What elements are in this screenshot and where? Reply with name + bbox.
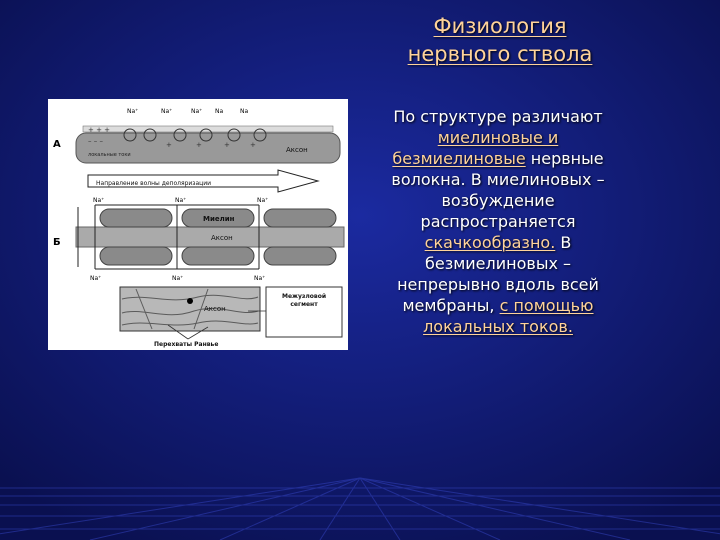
axon-label-a: Аксон bbox=[286, 146, 308, 154]
internode-label-line2: сегмент bbox=[290, 301, 318, 308]
body-text-2: нервные волокна. В миелиновых – возбуждение распространяется bbox=[391, 149, 605, 231]
title-line-2: нервного ствола bbox=[407, 42, 593, 66]
svg-text:+: + bbox=[250, 141, 256, 149]
local-currents-label: локальные токи bbox=[88, 152, 131, 158]
svg-text:+: + bbox=[166, 141, 172, 149]
local-currents-link[interactable]: с помощью локальных токов. bbox=[423, 296, 594, 336]
title-line-1: Физиология bbox=[433, 14, 567, 38]
svg-text:+: + bbox=[196, 141, 202, 149]
na-label: Na⁺ bbox=[93, 197, 105, 204]
arrow-label: Направление волны деполяризации bbox=[96, 180, 212, 187]
na-label: Na bbox=[215, 108, 224, 115]
body-text-1: По структуре различают bbox=[393, 107, 603, 126]
na-label: Na⁺ bbox=[90, 275, 102, 282]
axon-label-b: Аксон bbox=[211, 234, 233, 242]
na-label: Na⁺ bbox=[254, 275, 266, 282]
svg-text:+ + +: + + + bbox=[88, 126, 111, 134]
na-label: Na⁺ bbox=[172, 275, 184, 282]
nucleus-dot bbox=[187, 298, 193, 304]
axon-b bbox=[76, 227, 344, 247]
na-label: Na⁺ bbox=[191, 108, 203, 115]
na-label: Na⁺ bbox=[161, 108, 173, 115]
svg-text:+: + bbox=[224, 141, 230, 149]
panel-b-letter: Б bbox=[53, 237, 61, 248]
saltatory-link[interactable]: скачкообразно. bbox=[424, 233, 556, 252]
axon-label-c: Аксон bbox=[204, 305, 226, 313]
na-labels-a bbox=[127, 108, 248, 115]
myelin-label: Миелин bbox=[203, 215, 235, 223]
na-labels-b-top bbox=[93, 197, 268, 204]
nodes-label: Перехваты Ранвье bbox=[154, 341, 219, 348]
panel-a-letter: А bbox=[53, 139, 61, 150]
slide-title bbox=[370, 12, 630, 68]
fiber-types-link[interactable]: миелиновые и безмиелиновые bbox=[392, 128, 559, 168]
body-text-3: В безмиелиновых – непрерывно вдоль всей мембраны, bbox=[397, 233, 599, 315]
na-label: Na⁺ bbox=[257, 197, 269, 204]
svg-text:– – –: – – – bbox=[88, 137, 103, 145]
na-label: Na⁺ bbox=[175, 197, 187, 204]
na-label: Na bbox=[240, 108, 249, 115]
nerve-fiber-figure bbox=[48, 99, 348, 350]
na-labels-b-bottom bbox=[90, 275, 265, 282]
slide-body-text bbox=[378, 106, 618, 337]
internode-label: Межузловой bbox=[281, 293, 327, 300]
na-label: Na⁺ bbox=[127, 108, 139, 115]
